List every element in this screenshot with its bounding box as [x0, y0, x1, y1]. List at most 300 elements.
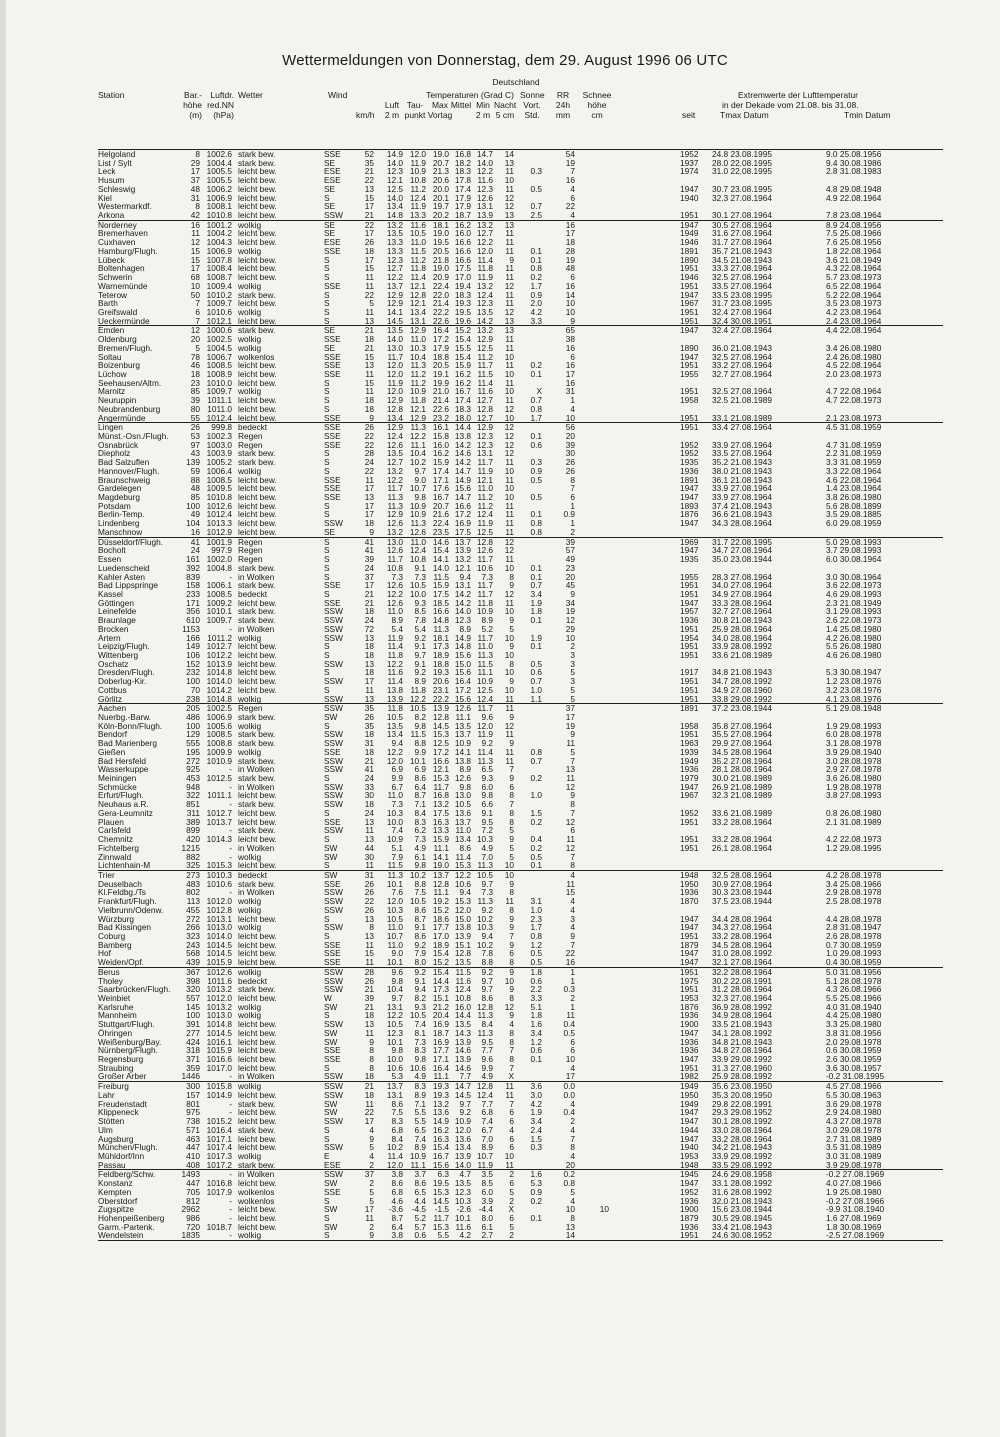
max-temp: 13.9: [432, 703, 449, 714]
wind-direction: SE: [324, 201, 336, 212]
table-row: [98, 1197, 943, 1206]
night-min-temp: 12: [504, 448, 514, 459]
record-since: 1951: [680, 315, 699, 326]
record-tmin: 0.4 30.08.1959: [826, 957, 882, 968]
dewpoint: 12.1: [409, 280, 426, 291]
weather: stark bew.: [238, 289, 276, 300]
min-temp: 13.1: [476, 448, 493, 459]
record-tmin: 2.4 23.08.1964: [826, 315, 882, 326]
station-name: Saarbrücken/Flugh.: [98, 984, 171, 995]
pressure: 1009.4: [206, 280, 232, 291]
record-tmin: 4.4 28.08.1978: [826, 913, 882, 924]
record-tmax: 33.9 27.08.1964: [712, 439, 772, 450]
precipitation: 26: [565, 457, 575, 468]
night-min-temp: 12: [504, 306, 514, 317]
wind-direction: S: [324, 386, 330, 397]
mean-temp: 14.2: [454, 588, 471, 599]
record-since: 1974: [680, 166, 699, 177]
dewpoint: 5.7: [414, 1221, 426, 1232]
record-tmax: 34.9 27.08.1964: [712, 588, 772, 599]
dewpoint: 9.1: [414, 562, 426, 573]
night-min-temp: 7: [509, 1045, 514, 1056]
record-tmin: 6.0 28.08.1978: [826, 729, 882, 740]
night-min-temp: 10: [504, 483, 514, 494]
weather: stark bew.: [238, 738, 276, 749]
min-temp: 12.6: [476, 545, 493, 556]
precipitation: 22: [565, 201, 575, 212]
station-name: Oldenburg: [98, 334, 137, 345]
air-temp: 10.9: [386, 834, 403, 845]
night-min-temp: 6: [509, 1178, 514, 1189]
min-temp: 12.8: [476, 536, 493, 547]
pressure: 1010.8: [206, 492, 232, 503]
precipitation: 10: [565, 298, 575, 309]
night-min-temp: 11: [505, 554, 514, 565]
precipitation: 7: [570, 166, 575, 177]
table-row: [98, 695, 943, 704]
record-since: 1967: [680, 298, 699, 309]
precipitation: 17: [565, 1071, 575, 1082]
station-height: 801: [186, 1098, 200, 1109]
max-temp: 19.9: [432, 377, 449, 388]
max-temp: 22.2: [432, 306, 449, 317]
sunshine-hours: 1.0: [530, 684, 542, 695]
precipitation: 8: [570, 474, 575, 485]
air-temp: 3.8: [391, 1169, 403, 1180]
mean-temp: 14.4: [454, 1010, 471, 1021]
night-min-temp: 10: [504, 368, 514, 379]
weather: wolkig: [238, 465, 262, 476]
pressure: 1006.7: [206, 351, 232, 362]
snow-header: Schnee höhe cm: [582, 90, 612, 120]
record-since: 1969: [680, 536, 699, 547]
sunshine-hours: 0.8: [530, 930, 542, 941]
precipitation: 10: [565, 306, 575, 317]
precipitation: 8: [570, 860, 575, 871]
wind-speed: 52: [364, 149, 374, 159]
pressure: 1005.5: [206, 175, 232, 186]
max-temp: 16.4: [432, 1062, 449, 1073]
max-temp: 13.7: [432, 869, 449, 880]
precipitation: 4: [570, 403, 575, 414]
record-since: 1936: [680, 1036, 699, 1047]
min-temp: 12.7: [476, 412, 493, 423]
air-temp: 12.6: [386, 580, 403, 591]
pressure: 1014.0: [206, 676, 232, 687]
station-height: 812: [186, 1195, 200, 1206]
night-min-temp: 10: [504, 860, 514, 871]
station-name: Bad Salzuflen: [98, 457, 150, 468]
night-min-temp: 10: [504, 649, 514, 660]
wind-direction: SSW: [324, 781, 343, 792]
station-name: Deuselbach: [98, 878, 142, 889]
wind-speed: 22: [364, 431, 374, 441]
station-name: Konstanz: [98, 1178, 133, 1189]
sunshine-hours: 0.1: [530, 1054, 542, 1065]
max-temp: 18.8: [432, 658, 449, 669]
record-tmax: 33.9 29.08.1992: [712, 1054, 772, 1065]
wind-speed: 4: [369, 1150, 374, 1161]
night-min-temp: 8: [509, 658, 514, 669]
record-tmin: 0.6 30.08.1959: [826, 1045, 882, 1056]
record-tmin: 4.2 28.08.1978: [826, 869, 882, 880]
min-temp: 4.9: [481, 842, 493, 853]
record-since: 1954: [680, 632, 699, 643]
station-height: 6: [195, 306, 200, 317]
wind-direction: S: [324, 554, 330, 565]
station-height: 152: [186, 658, 200, 669]
wind-direction: S: [324, 571, 330, 582]
precipitation: 4: [570, 1062, 575, 1073]
dewpoint: 6.2: [414, 825, 426, 836]
min-temp: 7.0: [481, 851, 493, 862]
mean-temp: 11.0: [455, 825, 471, 836]
sunshine-hours: 0.3: [530, 1142, 542, 1153]
station-height: 171: [186, 597, 200, 608]
record-since: 1947: [680, 913, 699, 924]
min-temp: 8.0: [481, 1212, 493, 1223]
weather: leicht bew.: [238, 228, 277, 239]
precipitation: 12: [565, 842, 575, 853]
weather: wolkig: [238, 386, 262, 397]
wind-direction: S: [324, 649, 330, 660]
mean-temp: 10.6: [454, 878, 471, 889]
record-tmax: 25.9 28.08.1992: [712, 1071, 772, 1082]
max-temp: 17.1: [432, 1054, 449, 1065]
record-tmin: 2.0 29.08.1978: [826, 1036, 882, 1047]
record-tmin: 3.8 31.08.1956: [826, 1027, 882, 1038]
mean-temp: 16.9: [454, 518, 471, 529]
sunshine-hours: 0.7: [530, 676, 542, 687]
max-temp: 18.9: [432, 939, 449, 950]
station-name: Oberstdorf: [98, 1195, 138, 1206]
air-temp: 6.8: [391, 1124, 403, 1135]
station-name: Bremerhaven: [98, 228, 148, 239]
station-height: 233: [186, 588, 200, 599]
station-name: Artern: [98, 632, 121, 643]
station-name: Greifswald: [98, 306, 138, 317]
wind-direction: SSE: [324, 1045, 341, 1056]
pressure: 1017.0: [206, 1062, 232, 1073]
dewpoint: 11.2: [410, 183, 426, 194]
record-since: 1953: [680, 1150, 699, 1161]
mean-temp: 4.7: [459, 1169, 471, 1180]
station-height: 705: [186, 1186, 200, 1197]
pressure: 1006.9: [206, 245, 232, 256]
night-min-temp: 11: [505, 746, 514, 757]
min-temp: 6.1: [481, 1221, 493, 1232]
record-since: 1952: [680, 448, 699, 459]
table-row: [98, 835, 943, 844]
wind-direction: SW: [324, 1107, 338, 1118]
table-row: [98, 774, 943, 783]
mean-temp: 13.6: [454, 1133, 471, 1144]
mean-temp: 14.7: [454, 1081, 471, 1092]
station-name: Plauen: [98, 816, 124, 827]
station-name: Trier: [98, 869, 115, 880]
min-temp: 9.1: [481, 807, 493, 818]
record-tmax: 31.0 22.08.1995: [712, 166, 772, 177]
air-temp: 13.0: [386, 536, 403, 547]
mean-temp: 12.4: [454, 984, 471, 995]
night-min-temp: 10: [504, 869, 514, 880]
air-temp: 12.9: [386, 298, 403, 309]
wind-speed: 13: [364, 360, 374, 371]
wind-speed: 18: [364, 746, 374, 757]
record-tmin: 5.1 28.08.1978: [826, 975, 882, 986]
sunshine-hours: 1.8: [530, 966, 542, 977]
station-name: Wasserkuppe: [98, 764, 149, 775]
record-since: 1952: [680, 1186, 699, 1197]
sunshine-hours: 1.6: [530, 1019, 542, 1030]
air-temp: 12.3: [386, 254, 403, 265]
wind-speed: 21: [364, 1081, 374, 1092]
station-name: Bad Marienberg: [98, 738, 158, 749]
max-temp: 14.0: [432, 562, 449, 573]
record-since: 1947: [680, 922, 699, 933]
min-temp: 12.4: [476, 289, 493, 300]
pressure: -: [229, 1169, 232, 1180]
record-since: 1951: [680, 930, 699, 941]
station-height: 12: [190, 237, 200, 248]
sunshine-hours: 1.1: [530, 693, 542, 704]
max-temp: 19.0: [432, 263, 449, 274]
dewpoint: 7.4: [414, 1133, 426, 1144]
station-height: 408: [186, 1159, 200, 1170]
air-temp: 10.3: [386, 807, 403, 818]
air-temp: 11.9: [387, 377, 403, 388]
precipitation: 0.4: [563, 1107, 575, 1118]
max-temp: 17.5: [432, 588, 449, 599]
wind-speed: 22: [364, 289, 374, 300]
station-height: 88: [190, 474, 200, 485]
air-temp: 13.2: [386, 526, 403, 537]
station-height: 26: [190, 422, 200, 433]
station-height: 145: [186, 1001, 200, 1012]
record-tmax: 33.5 21.08.1943: [712, 1019, 772, 1030]
night-min-temp: 11: [505, 500, 514, 511]
wind-direction: SSE: [324, 816, 341, 827]
max-temp: 22.4: [432, 518, 449, 529]
night-min-temp: 4: [509, 1019, 514, 1030]
pressure: 1005.5: [206, 166, 232, 177]
sunshine-hours: 1.5: [530, 807, 542, 818]
precipitation: 4: [570, 1124, 575, 1135]
station-name: Magdeburg: [98, 492, 140, 503]
min-temp: 7.2: [481, 825, 493, 836]
pressure: 1009.7: [206, 615, 232, 626]
wind-direction: SSE: [324, 1186, 341, 1197]
station-name: Düsseldorf/Flugh.: [98, 536, 164, 547]
dewpoint-header: Tau- punkt: [404, 100, 426, 120]
weather: Regen: [238, 703, 263, 714]
max-temp: 19.5: [432, 237, 449, 248]
pressure: 1013.0: [206, 922, 232, 933]
mean-temp: 13.5: [454, 1178, 471, 1189]
night-min-temp: 10: [504, 606, 514, 617]
record-tmin: 1.9 29.08.1993: [826, 720, 882, 731]
station-height: 10: [190, 280, 200, 291]
record-tmin: 3.3 22.08.1964: [826, 465, 882, 476]
table-row: [98, 1223, 943, 1232]
station-name: Kiel: [98, 192, 112, 203]
station-height: 277: [186, 1027, 200, 1038]
night-min-temp: 9: [509, 939, 514, 950]
max-temp: 23.1: [432, 684, 449, 695]
precipitation: 10: [565, 1054, 575, 1065]
station-name: Bocholt: [98, 545, 126, 556]
dewpoint: 9.0: [414, 474, 426, 485]
record-since: 1947: [680, 597, 699, 608]
station-height: 18: [190, 368, 200, 379]
air-temp: 12.6: [386, 439, 403, 450]
min-temp: 11.7: [477, 457, 493, 468]
pressure: 1008.8: [206, 738, 232, 749]
precipitation: 4: [570, 869, 575, 880]
max-temp: 15.1: [432, 993, 449, 1003]
station-name: Leipzig/Flugh.: [98, 641, 150, 652]
station-height: 15: [190, 254, 200, 265]
precipitation: 1: [570, 518, 575, 529]
dewpoint: 7.5: [414, 887, 426, 898]
min-temp: 9.7: [481, 984, 493, 995]
wind-speed: 13: [364, 816, 374, 827]
min-temp: 12.9: [476, 422, 493, 433]
pressure: 1009.2: [206, 597, 232, 608]
air-temp: 9.8: [391, 1045, 403, 1056]
record-since: 1946: [680, 237, 699, 248]
station-name: Cottbus: [98, 684, 127, 695]
wind-direction: SSW: [324, 1019, 343, 1030]
air-temp: 12.8: [386, 403, 403, 414]
mean-temp: 9.2: [459, 1107, 471, 1118]
weather: leicht bew.: [238, 509, 277, 520]
mean-temp: 17.5: [454, 526, 471, 537]
record-tmax: 32.3 21.08.1989: [712, 790, 772, 801]
record-tmin: 5.1 29.08.1948: [826, 703, 882, 714]
pressure: 1013.9: [206, 658, 232, 669]
wind-speed: 35: [364, 720, 374, 731]
station-height: 53: [190, 431, 200, 441]
pressure: 1012.4: [206, 509, 232, 520]
station-name: Brocken: [98, 623, 129, 634]
wind-speed: 21: [364, 588, 374, 599]
record-tmin: 1.6 27.08.1969: [826, 1212, 882, 1223]
pressure: 1008.5: [206, 360, 232, 371]
min-temp: 13.2: [476, 280, 493, 291]
air-temp: 13.5: [386, 228, 403, 239]
station-name: Soltau: [98, 351, 122, 362]
min-temp: 13.1: [476, 201, 493, 212]
station-name: Dresden/Flugh.: [98, 667, 155, 678]
record-tmin: 5.2 22.08.1964: [826, 289, 882, 300]
night-min-temp: 12: [504, 192, 514, 203]
station-name: Kassel: [98, 588, 123, 599]
sunshine-hours: 3.4: [530, 588, 542, 599]
air-temp: 11.6: [387, 667, 403, 678]
record-tmin: 3.5 23.08.1973: [826, 298, 882, 309]
dewpoint: 10.2: [409, 457, 426, 468]
air-temp: 11.0: [387, 790, 403, 801]
precipitation: 39: [565, 439, 575, 450]
wind-speed: 13: [364, 930, 374, 941]
weather: bedeckt: [238, 869, 268, 880]
wind-speed: 11: [365, 1098, 374, 1109]
weather: leicht bew.: [238, 526, 277, 537]
wind-direction: SE: [324, 325, 336, 336]
night-min-temp: 9: [509, 966, 514, 977]
sunshine-hours: 3.3: [530, 315, 542, 326]
record-tmax: 34.5 21.08.1943: [712, 254, 772, 265]
precipitation: 19: [565, 606, 575, 617]
wind-speed: 18: [364, 245, 374, 256]
record-since: 1967: [680, 790, 699, 801]
record-since: 1893: [680, 500, 699, 511]
weather: leicht bew.: [238, 1062, 277, 1073]
air-temp: 9.6: [391, 966, 403, 977]
pressure: -: [229, 851, 232, 862]
station-name: Boizenburg: [98, 360, 140, 371]
mean-temp: 9.8: [459, 781, 471, 792]
record-tmax: 32.4 27.08.1964: [712, 325, 772, 336]
record-tmax: 25.9 28.08.1964: [712, 623, 772, 634]
wind-direction: SSE: [324, 334, 341, 345]
record-tmax: 24.8 23.08.1995: [712, 149, 772, 159]
station-name: Warnemünde: [98, 280, 148, 291]
record-since: 1879: [680, 1212, 699, 1223]
dewpoint: 10.7: [409, 483, 426, 494]
record-tmax: 31.0 28.08.1992: [712, 948, 772, 959]
weather: wolkig: [238, 1010, 262, 1021]
dewpoint: 11.0: [410, 536, 426, 547]
wind-direction: S: [324, 913, 330, 924]
wind-speed: 21: [364, 210, 374, 221]
record-since: 1952: [680, 439, 699, 450]
dewpoint: 8.3: [414, 816, 426, 827]
record-since: 1949: [680, 228, 699, 239]
night-min-temp: 2: [509, 1230, 514, 1241]
mean-temp: 13.5: [454, 957, 471, 968]
record-tmax: 35.7 21.08.1943: [712, 245, 772, 256]
sunshine-hours: 4.2: [530, 306, 542, 317]
station-name: Kl.Feldbg./Ts: [98, 887, 146, 898]
weather: stark bew.: [238, 729, 276, 740]
wind-speed: 24: [364, 457, 374, 468]
max-temp: 23.5: [432, 526, 449, 537]
min-temp: 11.7: [477, 588, 493, 599]
record-since: 1936: [680, 615, 699, 626]
mean-temp: 12.3: [454, 1186, 471, 1197]
sunshine-hours: 3.1: [530, 896, 542, 907]
mean-temp: 18.0: [454, 412, 471, 423]
max-temp: 18.9: [432, 649, 449, 660]
precipitation: 0.8: [563, 1178, 575, 1189]
wind-speed: 13: [364, 1019, 374, 1030]
record-since: 1955: [680, 368, 699, 379]
air-temp: 12.7: [386, 263, 403, 274]
mean-temp: 7.7: [459, 1071, 471, 1082]
min-temp: 11.3: [477, 649, 493, 660]
wind-direction: SSW: [324, 518, 343, 529]
record-tmin: 2.7 31.08.1989: [826, 1133, 882, 1144]
min-temp: 7.4: [481, 1116, 493, 1127]
max-temp: 16.3: [432, 816, 449, 827]
night-min-temp: 10: [504, 1150, 514, 1161]
precipitation: 12: [565, 615, 575, 626]
weather: leicht bew.: [238, 1178, 277, 1189]
weather: in Wolken: [238, 887, 275, 898]
mean-temp: 18.7: [454, 210, 471, 221]
